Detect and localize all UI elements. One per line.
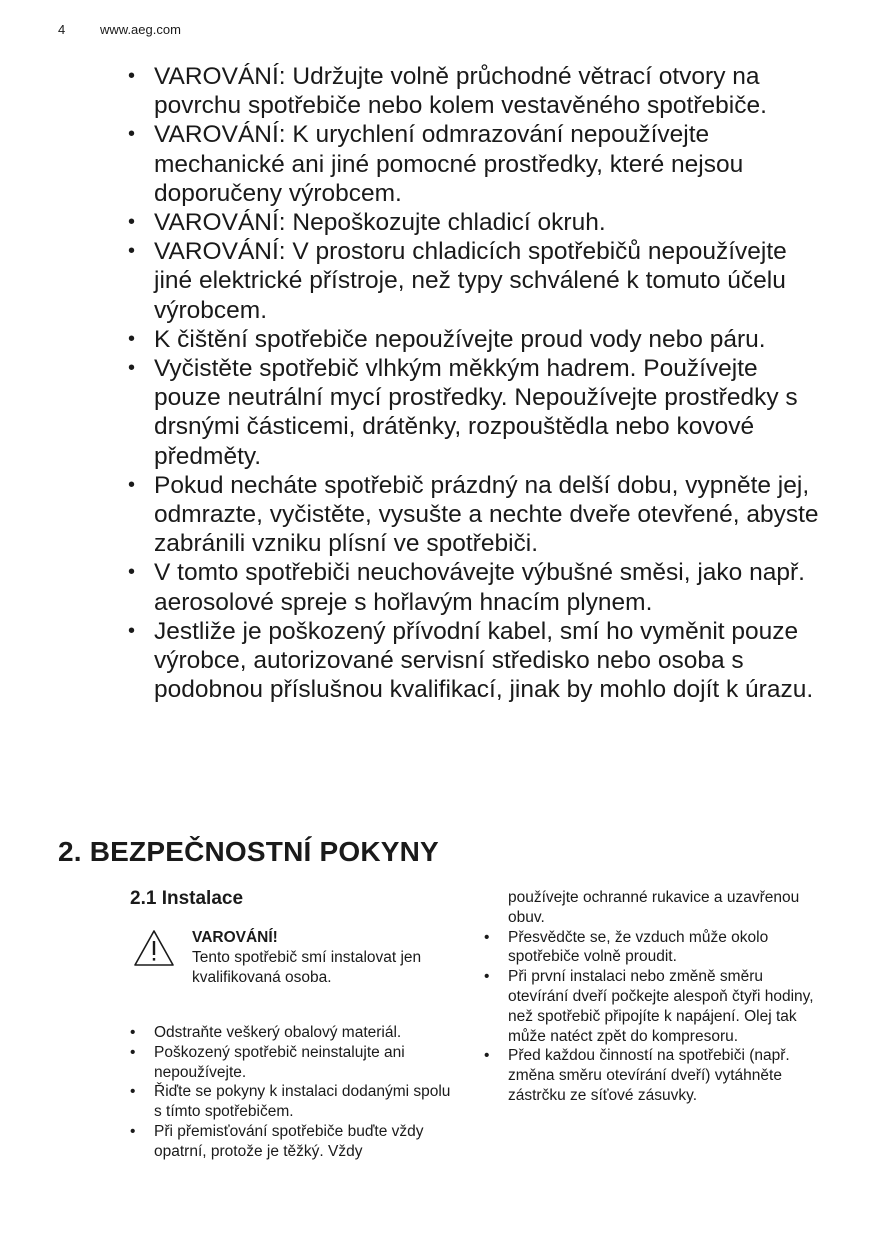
section-title: 2. BEZPEČNOSTNÍ POKYNY <box>58 836 439 867</box>
list-item: • K čištění spotřebiče nepoužívejte proud vody nebo páru. <box>128 325 766 353</box>
list-item: • Jestliže je poškozený přívodní kabel, smí ho vyměnit pouze výrobce, autorizované servisní středisko nebo osoba s podobnou příslušnou kvalifikací, jinak by mohlo dojít k úrazu. <box>128 617 814 704</box>
installation-list-right <box>484 888 824 1106</box>
bullet-icon: • <box>128 65 136 87</box>
website-url: www.aeg.com <box>100 22 181 37</box>
list-item: • Pokud necháte spotřebič prázdný na delší dobu, vypněte jej, odmrazte, vyčistěte, vysušte a nechte dveře otevřené, abyste zabránili vzniku plísní ve spotřebiči. <box>128 471 819 558</box>
list-item: • VAROVÁNÍ: K urychlení odmrazování nepoužívejte mechanické ani jiné pomocné prostředky, které nejsou doporučeny výrobcem. <box>128 121 744 207</box>
subsection-title: 2.1 Instalace <box>130 888 244 909</box>
list-item: • Poškozený spotřebič neinstalujte ani nepoužívejte. <box>130 1043 405 1081</box>
warning-triangle-icon <box>132 928 176 968</box>
warning-text <box>192 928 452 988</box>
bullet-icon: • <box>128 211 136 234</box>
bullet-icon: • <box>484 968 490 986</box>
safety-list <box>128 62 828 704</box>
bullet-icon: • <box>128 240 136 263</box>
bullet-icon: • <box>128 357 136 380</box>
list-item: • Řiďte se pokyny k instalaci dodanými spolu s tímto spotřebičem. <box>130 1083 451 1121</box>
list-item-continuation: používejte ochranné rukavice a uzavřenou obuv. <box>508 889 800 926</box>
bullet-icon: • <box>484 1047 490 1065</box>
list-item: • Odstraňte veškerý obalový materiál. <box>130 1024 402 1041</box>
bullet-icon: • <box>130 1083 136 1101</box>
list-item: • VAROVÁNÍ: V prostoru chladicích spotřebičů nepoužívejte jiné elektrické přístroje, než typy schválené k tomuto účelu výrobcem. <box>128 238 787 324</box>
warning-title: VAROVÁNÍ! <box>192 929 278 946</box>
page-number: 4 <box>58 22 66 37</box>
list-item: • Při první instalaci nebo změně směru otevírání dveří počkejte alespoň čtyři hodiny, než spotřebič připojíte k napájení. Olej tak může natéct zpět do kompresoru. <box>484 968 814 1045</box>
page-header <box>58 22 181 37</box>
bullet-icon: • <box>128 619 136 642</box>
bullet-icon: • <box>128 473 136 496</box>
list-item: • Vyčistěte spotřebič vlhkým měkkým hadrem. Používejte pouze neutrální mycí prostředky. Nepoužívejte prostředky s drsnými částicemi, drátěnky, rozpouštědla nebo kovové předměty. <box>128 355 798 470</box>
list-item: • Při přemisťování spotřebiče buďte vždy opatrní, protože je těžký. Vždy <box>130 1122 424 1160</box>
bullet-icon: • <box>128 327 136 350</box>
bullet-icon: • <box>128 561 136 584</box>
list-item: • Před každou činností na spotřebiči (např. změna směru otevírání dveří) vytáhněte zástrčku ze síťové zásuvky. <box>484 1047 790 1104</box>
list-item: • VAROVÁNÍ: Udržujte volně průchodné větrací otvory na povrchu spotřebiče nebo kolem vestavěného spotřebiče. <box>128 63 767 120</box>
bullet-icon: • <box>130 1024 136 1041</box>
warning-body: Tento spotřebič smí instalovat jen kvalifikovaná osoba. <box>192 949 422 986</box>
bullet-icon: • <box>484 928 490 946</box>
list-item: • Přesvědčte se, že vzduch může okolo spotřebiče volně proudit. <box>484 928 769 966</box>
bullet-icon: • <box>130 1122 136 1140</box>
list-item: • V tomto spotřebiči neuchovávejte výbušné směsi, jako např. aerosolové spreje s hořlavým hnacím plynem. <box>128 559 805 616</box>
list-item: • VAROVÁNÍ: Nepoškozujte chladicí okruh. <box>128 209 606 237</box>
installation-list-left <box>130 1023 460 1162</box>
bullet-icon: • <box>130 1043 136 1061</box>
bullet-icon: • <box>128 123 136 146</box>
